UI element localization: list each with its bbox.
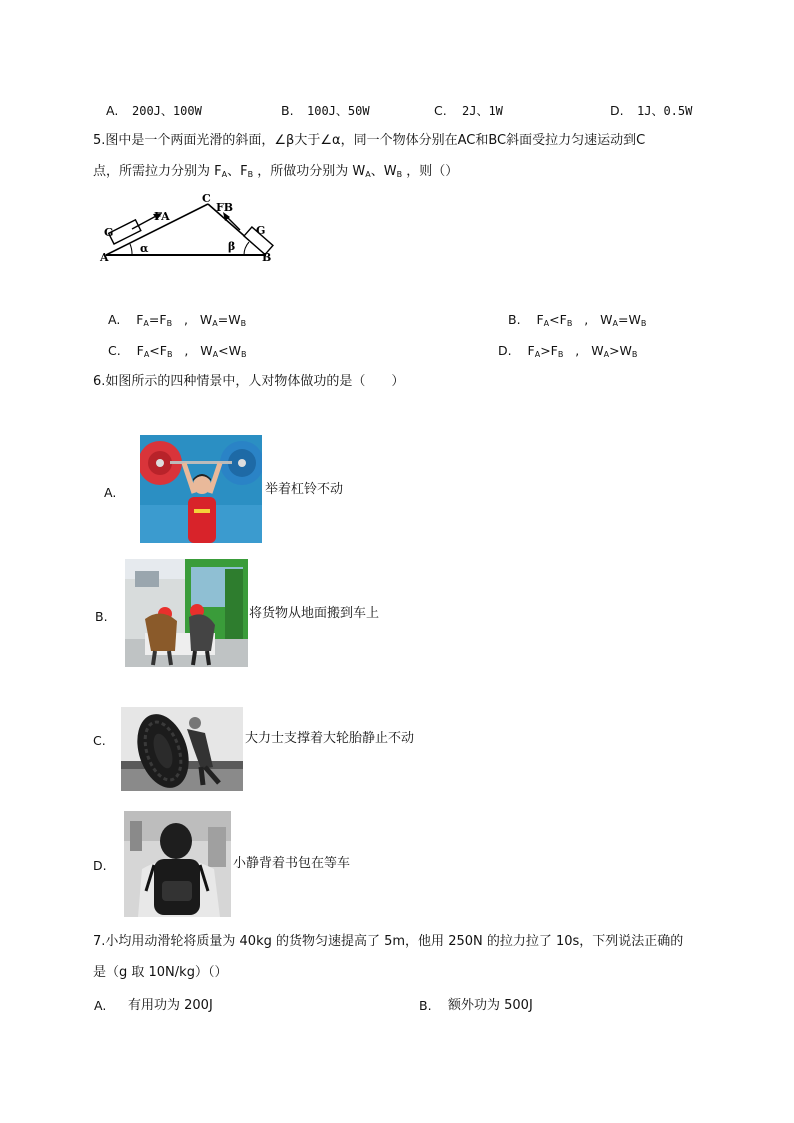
q5-a-op1: =F — [148, 312, 167, 327]
q5-c-s3: A — [212, 350, 219, 359]
q7-option-b-letter: B. — [419, 998, 432, 1013]
label-a: A — [100, 251, 109, 264]
q5-c-f1: F — [136, 343, 144, 358]
q5-b-s2: B — [566, 319, 573, 328]
q5-text-c: ，所做功分别为 W — [253, 164, 366, 179]
q5-d-s2: B — [557, 350, 564, 359]
q5-text-d: 、W — [370, 164, 397, 179]
moving-goods-photo — [125, 559, 248, 667]
backpack-photo — [124, 811, 231, 917]
q5-b-w1: W — [600, 312, 613, 327]
q4-option-b-letter: B. — [281, 103, 294, 118]
q6-option-d-letter: D. — [93, 858, 107, 873]
q4-option-a-text: 200J、100W — [132, 104, 202, 118]
q5-text-e: ，则（） — [402, 164, 459, 179]
q7-option-a-text: 有用功为 200J — [128, 998, 213, 1013]
q5-a-s3: A — [212, 319, 218, 328]
q5-a-f1: F — [136, 312, 144, 327]
q4-option-c-text: 2J、1W — [462, 104, 503, 118]
q5-b-f1: F — [536, 312, 544, 327]
q5-stem-line2 — [93, 163, 458, 184]
tire-photo — [121, 707, 243, 791]
incline-diagram — [92, 190, 292, 268]
q7-option-b-text: 额外功为 500J — [448, 998, 533, 1013]
q5-a-op2: =W — [217, 312, 241, 327]
q5-option-a-letter: A. — [108, 312, 121, 327]
q5-b-op2: =W — [618, 312, 641, 327]
q5-option-d-letter: D. — [498, 343, 512, 358]
q4-option-d-text: 1J、0.5W — [637, 104, 693, 118]
q5-sub-c: A — [365, 170, 371, 179]
q5-d-s4: B — [631, 350, 638, 359]
q5-option-c: C. $F_A<F_B$ , $W_A<W_B$ — [108, 343, 247, 359]
label-g-left: G — [104, 226, 114, 239]
q5-c-op1: <F — [149, 343, 167, 358]
q5-a-s2: B — [166, 319, 173, 328]
q4-option-b-text: 100J、50W — [307, 104, 370, 118]
q5-a-w1: W — [199, 312, 213, 327]
q5-c-s1: A — [143, 350, 150, 359]
q5-text-a: 点，所需拉力分别为 F — [93, 164, 222, 179]
q5-sub-a: A — [221, 170, 228, 179]
q7-stem-line2: 是（g 取 10N/kg）（） — [93, 965, 228, 980]
q5-b-s3: A — [612, 319, 619, 328]
q5-sub-b: B — [247, 170, 254, 179]
q4-option-d-letter: D. — [610, 103, 624, 118]
q5-d-s3: A — [603, 350, 610, 359]
label-g-right: G — [256, 224, 266, 237]
q5-option-d: D. $F_A>F_B$ , $W_A>W_B$ — [498, 343, 638, 359]
q5-d-f1: F — [527, 343, 535, 358]
q5-b-s1: A — [543, 319, 550, 328]
q4-option-a-letter: A. — [106, 103, 119, 118]
q5-option-a: A. $F_A=F_B$ , $W_A=W_B$ — [108, 312, 247, 328]
q6-option-a-letter: A. — [104, 485, 117, 500]
q5-option-b: B. $F_A<F_B$ , $W_A=W_B$ — [508, 312, 647, 328]
q6-option-c-caption: 大力士支撑着大轮胎静止不动 — [245, 731, 415, 746]
label-alpha: α — [140, 242, 149, 255]
label-fb: FB — [216, 201, 234, 214]
q7-option-a-letter: A. — [94, 998, 107, 1013]
q5-option-c-letter: C. — [108, 343, 121, 358]
q6-option-a-caption: 举着杠铃不动 — [265, 482, 344, 497]
q5-option-b-letter: B. — [508, 312, 521, 327]
label-fa: FA — [154, 210, 170, 223]
weightlifter-photo — [140, 435, 262, 543]
q6-stem: 6.如图所示的四种情景中，人对物体做功的是（ ） — [93, 374, 405, 389]
q5-c-op2: <W — [218, 343, 241, 358]
q5-d-s1: A — [534, 350, 541, 359]
q6-option-b-letter: B. — [95, 609, 108, 624]
q6-option-d-caption: 小静背着书包在等车 — [233, 856, 351, 871]
q7-stem-line1: 7.小均用动滑轮将质量为 40kg 的货物匀速提高了 5m，他用 250N 的拉力拉了 10s，下列说法正确的 — [93, 934, 684, 949]
q5-b-op1: <F — [549, 312, 567, 327]
q5-stem-line1: 5.图中是一个两面光滑的斜面，∠β大于∠α，同一个物体分别在AC和BC斜面受拉力匀速运动到C — [93, 133, 646, 148]
q5-b-s4: B — [640, 319, 647, 328]
q5-text-b: 、F — [227, 164, 248, 179]
q5-c-w1: W — [200, 343, 213, 358]
label-b: B — [262, 251, 272, 264]
q5-d-op2: >W — [609, 343, 632, 358]
q5-d-w1: W — [591, 343, 604, 358]
label-c: C — [202, 192, 211, 205]
q6-option-c-letter: C. — [93, 733, 106, 748]
q5-a-s1: A — [143, 319, 149, 328]
q6-option-b-caption: 将货物从地面搬到车上 — [249, 606, 380, 621]
q5-a-s4: B — [240, 319, 247, 328]
q4-option-c-letter: C. — [434, 103, 447, 118]
q5-c-s2: B — [166, 350, 173, 359]
q5-d-op1: >F — [540, 343, 558, 358]
q5-sub-d: B — [396, 170, 403, 179]
q5-c-s4: B — [241, 350, 247, 359]
label-beta: β — [228, 240, 236, 253]
